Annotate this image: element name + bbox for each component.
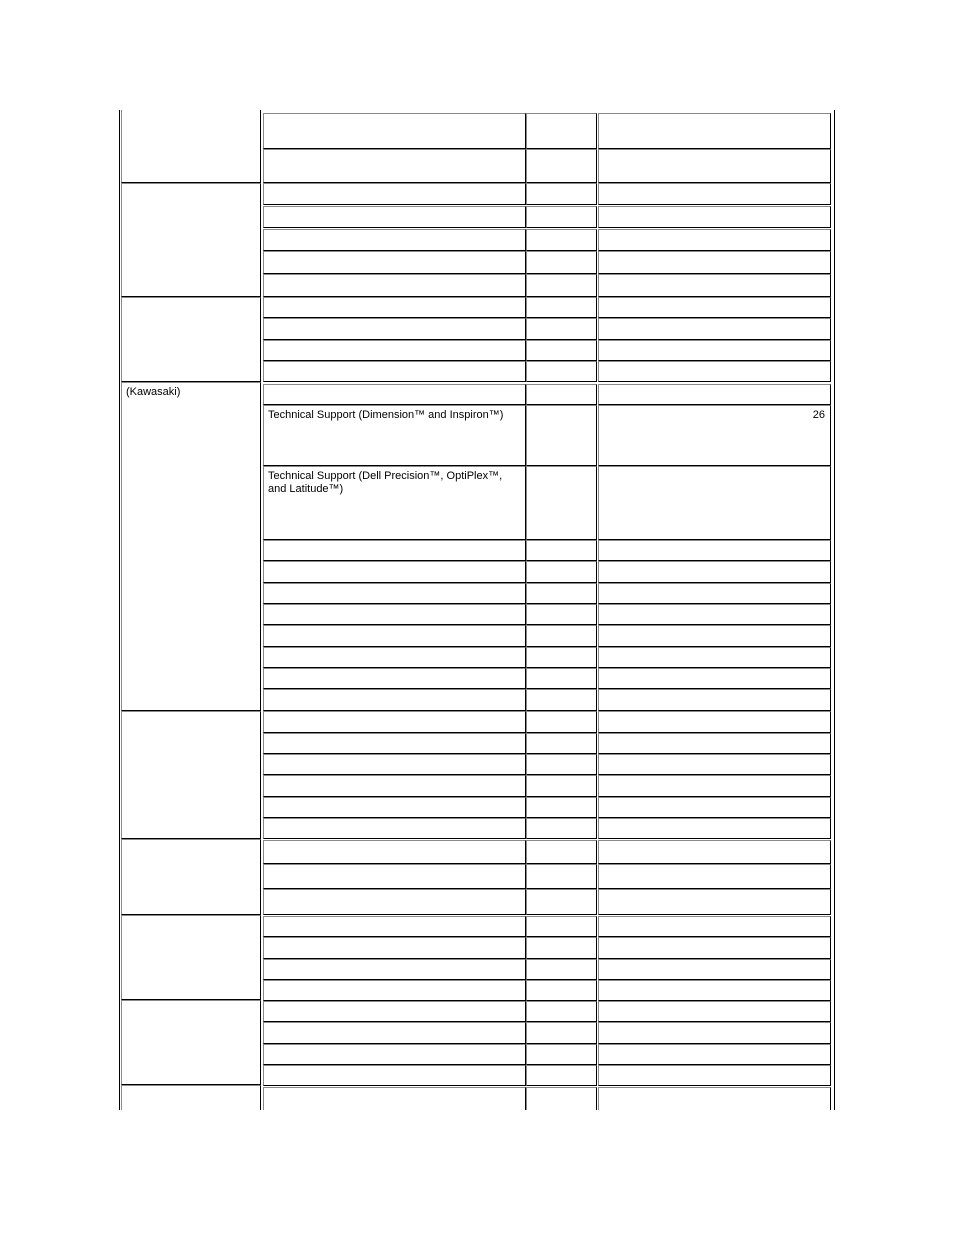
number-cell [598,1001,831,1022]
code-cell [526,1044,597,1065]
number-cell [598,797,831,818]
service-cell [263,889,526,915]
number-cell [598,754,831,775]
code-cell [526,797,597,818]
service-cell [263,1001,526,1022]
group-cell [121,1000,261,1085]
number-cell [598,889,831,915]
number-cell [598,1022,831,1044]
number-cell [598,959,831,980]
code-cell [526,583,597,604]
number-value: 26 [812,409,825,421]
group-cell [121,110,261,183]
service-cell [263,797,526,818]
service-cell [263,840,526,864]
code-cell [526,1087,597,1110]
number-cell [598,1044,831,1065]
code-cell [526,733,597,754]
service-cell [263,274,526,297]
code-cell [526,274,597,297]
service-cell [263,818,526,839]
code-cell [526,864,597,889]
service-cell [263,668,526,689]
service-cell [263,1022,526,1044]
number-cell [598,540,831,561]
code-cell [526,561,597,583]
service-cell [263,1044,526,1065]
number-cell [598,864,831,889]
code-cell [526,384,597,405]
service-cell [263,229,526,251]
service-cell [263,251,526,274]
code-cell [526,206,597,228]
number-cell [598,361,831,382]
number-cell [598,340,831,361]
service-cell [263,297,526,318]
service-cell [263,149,526,183]
number-cell [598,604,831,625]
number-cell [598,733,831,754]
service-cell [263,754,526,775]
number-cell [598,1065,831,1086]
group-cell [121,297,261,382]
number-cell [598,668,831,689]
code-cell [526,959,597,980]
code-cell [526,466,597,540]
number-cell [598,916,831,937]
code-cell [526,980,597,1001]
service-cell [263,625,526,647]
number-cell [598,711,831,733]
code-cell [526,113,597,149]
code-cell [526,361,597,382]
code-cell [526,711,597,733]
service-cell [263,916,526,937]
service-cell [263,583,526,604]
code-cell [526,297,597,318]
group-cell [121,839,261,915]
code-cell [526,183,597,205]
number-cell-support-dimension [598,405,831,466]
number-cell [598,113,831,149]
number-cell [598,937,831,959]
code-cell [526,916,597,937]
service-cell [263,1065,526,1086]
number-cell [598,297,831,318]
service-cell [263,183,526,205]
number-cell [598,183,831,205]
code-cell [526,625,597,647]
service-cell [263,1087,526,1110]
service-cell [263,206,526,228]
code-cell [526,754,597,775]
service-cell [263,604,526,625]
service-cell [263,733,526,754]
service-cell [263,318,526,340]
code-cell [526,1022,597,1044]
code-cell [526,647,597,668]
number-cell [598,561,831,583]
code-cell [526,937,597,959]
service-cell [263,711,526,733]
number-cell [598,149,831,183]
service-cell [263,864,526,889]
number-cell [598,251,831,274]
service-cell [263,937,526,959]
code-cell [526,251,597,274]
service-label: Technical Support (Dimension™ and Inspiron™) [268,409,504,421]
code-cell [526,604,597,625]
number-cell [598,818,831,839]
code-cell [526,540,597,561]
group-cell [121,183,261,297]
number-cell [598,229,831,251]
code-cell [526,318,597,340]
service-cell [263,113,526,149]
number-cell [598,384,831,405]
number-cell [598,1087,831,1110]
code-cell [526,840,597,864]
group-cell [121,915,261,1000]
number-cell [598,274,831,297]
contact-table [119,110,835,1110]
number-cell [598,466,831,540]
number-cell [598,206,831,228]
service-cell [263,361,526,382]
service-cell [263,775,526,797]
code-cell [526,775,597,797]
number-cell [598,689,831,711]
number-cell [598,775,831,797]
group-label-kawasaki: (Kawasaki) [126,386,181,398]
code-cell [526,405,597,466]
number-cell [598,980,831,1001]
service-cell [263,647,526,668]
service-cell [263,561,526,583]
service-cell [263,689,526,711]
number-cell [598,318,831,340]
number-cell [598,625,831,647]
service-cell [263,980,526,1001]
code-cell [526,229,597,251]
group-cell [121,382,261,711]
code-cell [526,889,597,915]
service-cell [263,540,526,561]
code-cell [526,1001,597,1022]
group-cell [121,1085,261,1110]
service-cell [263,959,526,980]
service-label: Technical Support (Dell Precision™, OptiPlex™, and Latitude™) [268,470,503,495]
number-cell [598,840,831,864]
code-cell [526,1065,597,1086]
code-cell [526,340,597,361]
service-cell [263,340,526,361]
service-cell-support-dimension [263,405,526,466]
number-cell [598,647,831,668]
code-cell [526,818,597,839]
service-cell [263,384,526,405]
group-cell [121,711,261,839]
code-cell [526,689,597,711]
service-cell-support-precision [263,466,526,540]
code-cell [526,149,597,183]
number-cell [598,583,831,604]
code-cell [526,668,597,689]
